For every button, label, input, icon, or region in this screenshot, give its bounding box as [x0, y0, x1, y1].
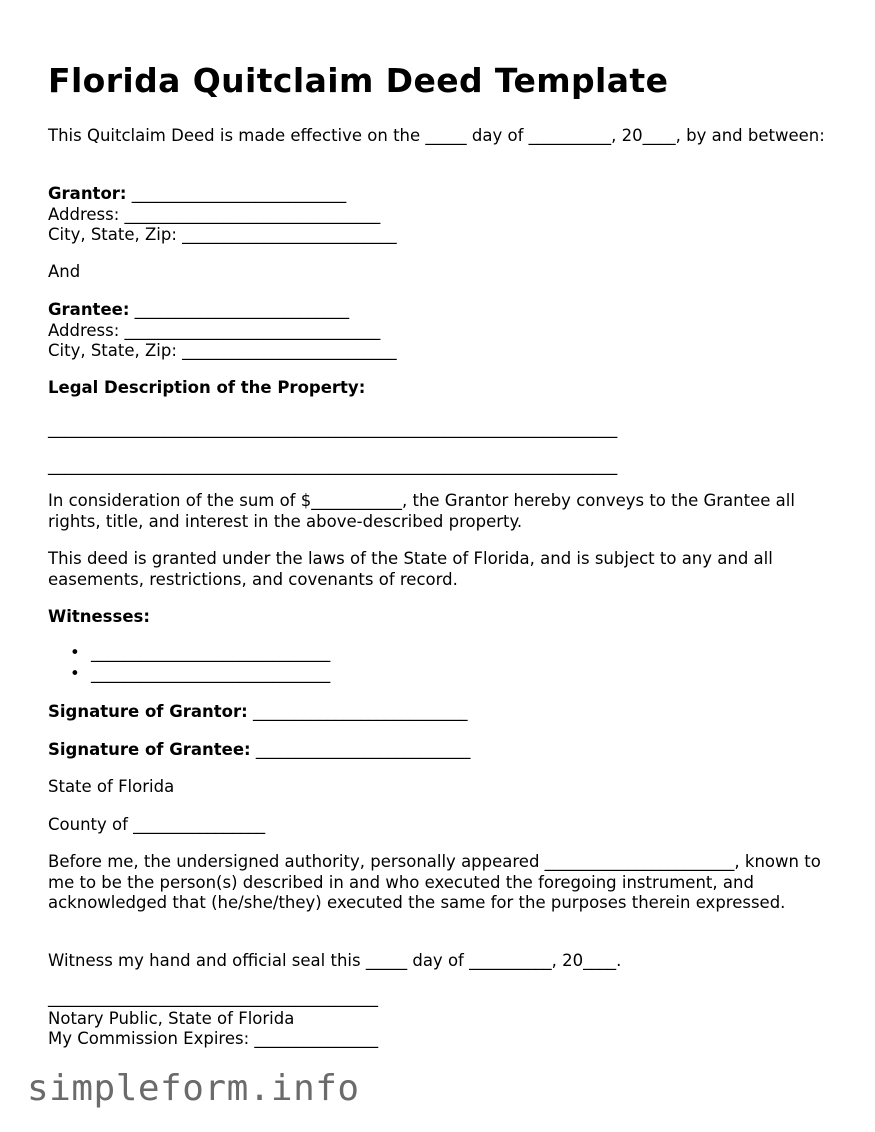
notary-title: Notary Public, State of Florida	[48, 1008, 295, 1028]
signature-grantor-blank: __________________________	[247, 702, 468, 721]
bullet-icon: •	[70, 643, 80, 662]
watermark-text: simpleform.info	[27, 1068, 360, 1109]
signature-grantee-line	[48, 740, 470, 761]
consideration-paragraph: In consideration of the sum of $___________, the Grantor hereby conveys to the Grantee all rights, title, and interest in the above-described property.	[48, 491, 795, 531]
grantee-section	[48, 300, 397, 362]
grantee-name-line	[48, 300, 397, 321]
notary-signature-line: ________________________________________	[48, 988, 378, 1007]
county-line: County of ________________	[48, 815, 266, 834]
grantee-address: Address: _______________________________	[48, 320, 381, 340]
signature-grantee-blank: __________________________	[250, 740, 471, 759]
witness-hand-line: Witness my hand and official seal this _____ day of __________, 20____.	[48, 951, 622, 970]
grantor-city-state-zip: City, State, Zip: __________________________	[48, 225, 397, 244]
intro-paragraph: This Quitclaim Deed is made effective on the _____ day of __________, 20____, by and between:	[48, 126, 825, 145]
legal-description-line-2: _____________________________________________________________________	[48, 456, 618, 475]
notary-block	[48, 988, 378, 1050]
grantor-section	[48, 184, 397, 246]
legal-description-line-1: _____________________________________________________________________	[48, 419, 618, 438]
witness-item	[48, 643, 330, 664]
laws-paragraph: This deed is granted under the laws of the State of Florida, and is subject to any and all easements, restrictions, and covenants of record.	[48, 549, 773, 589]
witness-blank: _____________________________	[91, 663, 331, 683]
document-title: Florida Quitclaim Deed Template	[48, 61, 669, 100]
bullet-icon: •	[70, 663, 80, 683]
and-text: And	[48, 262, 81, 281]
grantor-name-blank: __________________________	[126, 184, 347, 203]
acknowledgment-paragraph: Before me, the undersigned authority, personally appeared _______________________, known to me to be the person(s) described in and who executed the foregoing instrument, and acknowledged that (he/she/they) executed the same for the purposes therein expressed.	[48, 852, 821, 912]
witness-list	[48, 643, 330, 684]
grantor-label: Grantor:	[48, 184, 127, 203]
grantor-name-line	[48, 184, 397, 205]
signature-grantor-label: Signature of Grantor:	[48, 702, 248, 721]
witness-item	[48, 664, 330, 685]
grantee-name-blank: __________________________	[129, 300, 350, 319]
signature-grantee-label: Signature of Grantee:	[48, 740, 251, 759]
notary-commission: My Commission Expires: _______________	[48, 1029, 379, 1048]
witnesses-heading: Witnesses:	[48, 607, 150, 626]
signature-grantor-line	[48, 702, 467, 723]
grantee-city-state-zip: City, State, Zip: __________________________	[48, 341, 397, 360]
grantee-label: Grantee:	[48, 300, 130, 319]
legal-description-heading: Legal Description of the Property:	[48, 378, 366, 397]
witness-blank: _____________________________	[91, 643, 331, 662]
state-line: State of Florida	[48, 777, 175, 796]
grantor-address: Address: _______________________________	[48, 204, 381, 224]
